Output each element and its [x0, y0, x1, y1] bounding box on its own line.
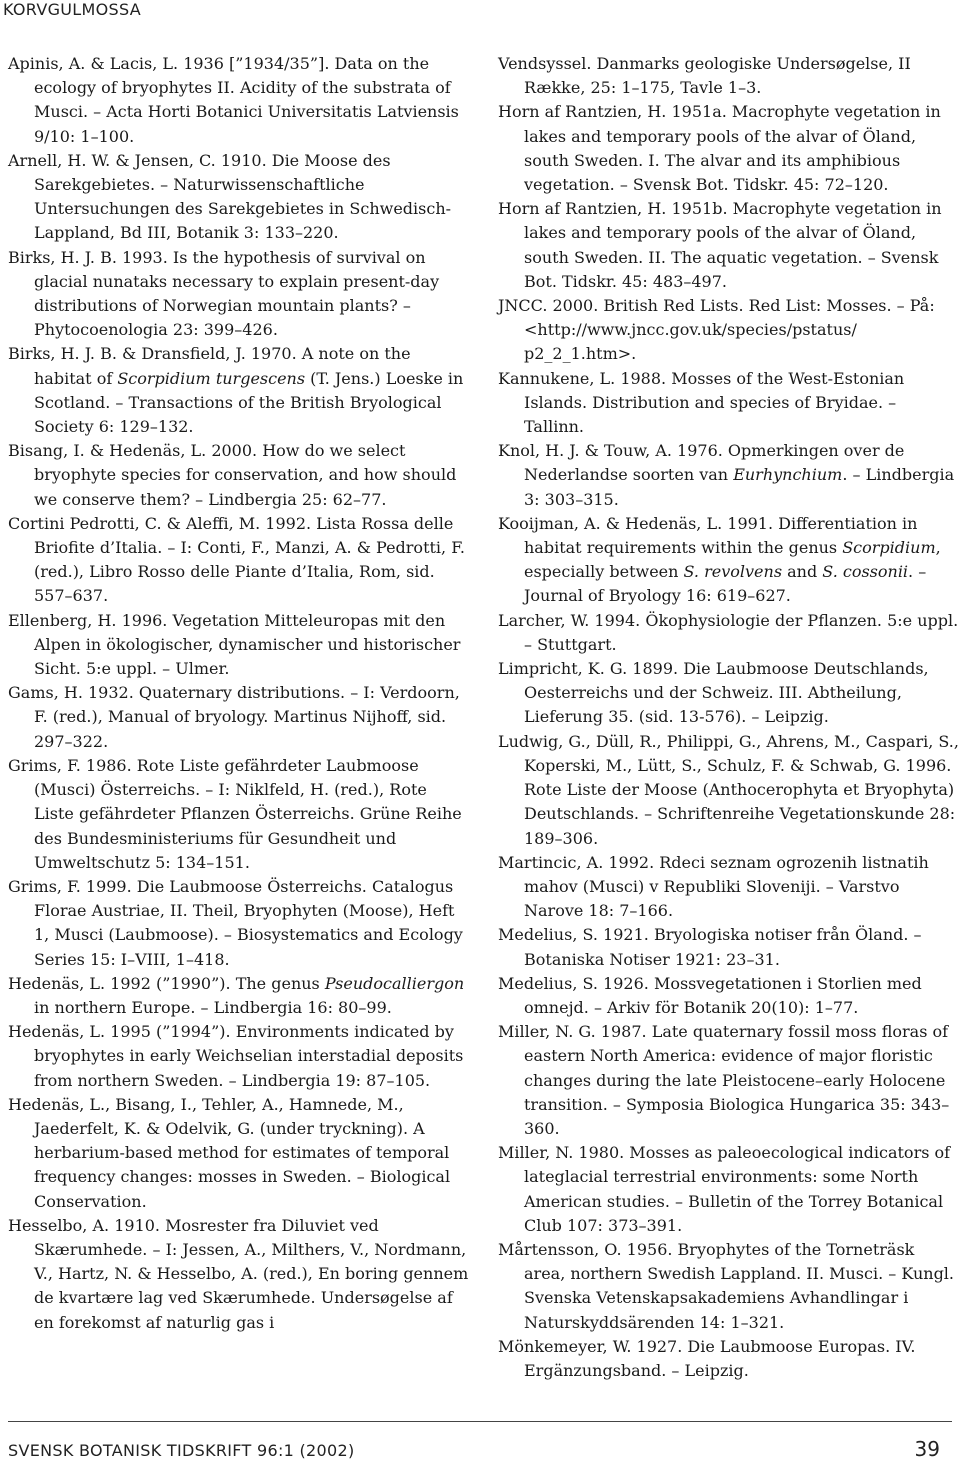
reference-entry: Hedenäs, L. 1992 (”1990”). The genus Pseudocalliergon in northern Europe. – Lindbergia 16: 80–99. — [8, 973, 465, 1017]
reference-entry: Miller, N. G. 1987. Late quaternary fossil moss floras of eastern North America: evidence of major floristic changes during the late Pleistocene–early Holocene transition. – Symposia Biologica Hungarica 35: 343–360. — [498, 1022, 950, 1138]
reference-entry: Miller, N. 1980. Mosses as paleoecological indicators of lateglacial terrestrial environments: some North American studies. – Bulletin of the Torrey Botanical Club 107: 373–391. — [498, 1143, 951, 1235]
reference-entry: Horn af Rantzien, H. 1951b. Macrophyte vegetation in lakes and temporary pools of the alvar of Öland, south Sweden. II. The aquatic vegetation. – Svensk Bot. Tidskr. 45: 483–497. — [498, 199, 942, 291]
reference-entry: Ludwig, G., Düll, R., Philippi, G., Ahrens, M., Caspari, S., Koperski, M., Lütt, S., Schulz, F. & Schwab, G. 1996. Rote Liste der Moose (Anthocerophyta et Bryophyta) Deutschlands. – Schriftenreihe Vegetationskunde 28: 189–306. — [498, 731, 959, 848]
reference-entry: Gams, H. 1932. Quaternary distributions. – I: Verdoorn, F. (red.), Manual of bryology. Martinus Nijhoff, sid. 297–322. — [8, 683, 460, 751]
journal-footer: SVENSK BOTANISK TIDSKRIFT 96:1 (2002) — [8, 1441, 355, 1460]
reference-entry: Medelius, S. 1921. Bryologiska notiser från Öland. – Botaniska Notiser 1921: 23–31. — [498, 925, 922, 969]
reference-entry: Birks, H. J. B. & Dransfield, J. 1970. A note on the habitat of Scorpidium turgescens (T. Jens.) Loeske in Scotland. – Transactions of the British Bryological Society 6: 129–132. — [8, 344, 464, 437]
reference-entry: Horn af Rantzien, H. 1951a. Macrophyte vegetation in lakes and temporary pools of the alvar of Öland, south Sweden. I. The alvar and its amphibious vegetation. – Svensk Bot. Tidskr. 45: 72–120. — [498, 102, 941, 195]
running-header: KORVGULMOSSA — [3, 0, 141, 19]
references-left-column — [8, 52, 470, 1335]
reference-entry: Hedenäs, L. 1995 (”1994”). Environments indicated by bryophytes in early Weichselian interstadial deposits from northern Sweden. – Lindbergia 19: 87–105. — [8, 1022, 464, 1090]
reference-entry: JNCC. 2000. British Red Lists. Red List: Mosses. – På: <http://www.jncc.gov.uk/species/pstatus/ p2_2_1.htm>. — [498, 296, 935, 364]
reference-entry: Grims, F. 1999. Die Laubmoose Österreichs. Catalogus Florae Austriae, II. Theil, Bryophyten (Moose), Heft 1, Musci (Laubmoose). – Biosystematics and Ecology Series 15: I–VIII, 1–418. — [8, 876, 463, 969]
reference-entry: Vendsyssel. Danmarks geologiske Undersøgelse, II Række, 25: 1–175, Tavle 1–3. — [498, 54, 911, 98]
references-right-column — [498, 52, 960, 1383]
reference-entry: Arnell, H. W. & Jensen, C. 1910. Die Moose des Sarekgebietes. – Naturwissenschaftliche Untersuchungen des Sarekgebietes in Schwedisch-Lappland, Bd III, Botanik 3: 133–220. — [8, 150, 452, 243]
reference-entry: Cortini Pedrotti, C. & Aleffi, M. 1992. Lista Rossa delle Briofite d’Italia. – I: Conti, F., Manzi, A. & Pedrotti, F. (red.), Libro Rosso delle Piante d’Italia, Rom, sid. 557–637. — [8, 513, 465, 606]
reference-entry: Medelius, S. 1926. Mossvegetationen i Storlien med omnejd. – Arkiv för Botanik 20(10): 1–77. — [498, 973, 922, 1017]
reference-entry: Mårtensson, O. 1956. Bryophytes of the Torneträsk area, northern Swedish Lappland. II. Musci. – Kungl. Svenska Vetenskapsakademiens Avhandlingar i Naturskyddsärenden 14: 1–321. — [498, 1239, 955, 1332]
reference-entry: Grims, F. 1986. Rote Liste gefährdeter Laubmoose (Musci) Österreichs. – I: Niklfeld, H. (red.), Rote Liste gefährdeter Pflanzen Österreichs. Grüne Reihe des Bundesministeriums für Gesundheit und Umweltschutz 5: 134–151. — [8, 755, 462, 872]
reference-entry: Apinis, A. & Lacis, L. 1936 [”1934/35”]. Data on the ecology of bryophytes II. Acidity of the substrata of Musci. – Acta Horti Botanici Universitatis Latviensis 9/10: 1–100. — [8, 54, 459, 146]
reference-entry: Mönkemeyer, W. 1927. Die Laubmoose Europas. IV. Ergänzungsband. – Leipzig. — [498, 1336, 916, 1380]
reference-entry: Birks, H. J. B. 1993. Is the hypothesis of survival on glacial nunataks necessary to explain present-day distributions of Norwegian mountain plants? – Phytocoenologia 23: 399–426. — [8, 247, 440, 340]
reference-entry: Kooijman, A. & Hedenäs, L. 1991. Differentiation in habitat requirements within the genus Scorpidium, especially between S. revolvens and S. cossonii. – Journal of Bryology 16: 619–627. — [498, 513, 941, 606]
reference-entry: Martincic, A. 1992. Rdeci seznam ogrozenih listnatih mahov (Musci) v Republiki Sloveniji. – Varstvo Narove 18: 7–166. — [498, 852, 929, 921]
footer-rule — [8, 1421, 952, 1422]
page-number: 39 — [914, 1437, 940, 1461]
reference-entry: Bisang, I. & Hedenäs, L. 2000. How do we select bryophyte species for conservation, and how should we conserve them? – Lindbergia 25: 62–77. — [8, 441, 457, 509]
reference-entry: Hedenäs, L., Bisang, I., Tehler, A., Hamnede, M., Jaederfelt, K. & Odelvik, G. (under tryckning). A herbarium-based method for estimates of temporal frequency changes: mosses in Sweden. – Biological Conservation. — [8, 1094, 451, 1211]
reference-entry: Kannukene, L. 1988. Mosses of the West-Estonian Islands. Distribution and species of Bryidae. – Tallinn. — [498, 368, 905, 437]
reference-entry: Knol, H. J. & Touw, A. 1976. Opmerkingen over de Nederlandse soorten van Eurhynchium. – Lindbergia 3: 303–315. — [498, 441, 955, 509]
reference-entry: Hesselbo, A. 1910. Mosrester fra Diluviet ved Skærumhede. – I: Jessen, A., Milthers, V., Nordmann, V., Hartz, N. & Hesselbo, A. (red.), En boring gennem de kvartære lag ved Skærumhede. Undersøgelse af en forekomst af naturlig gas i — [8, 1215, 469, 1332]
reference-entry: Ellenberg, H. 1996. Vegetation Mitteleuropas mit den Alpen in ökologischer, dynamischer und historischer Sicht. 5:e uppl. – Ulmer. — [8, 610, 461, 679]
reference-entry: Limpricht, K. G. 1899. Die Laubmoose Deutschlands, Oesterreichs und der Schweiz. III. Abtheilung, Lieferung 35. (sid. 13-576). – Leipzig. — [498, 659, 929, 727]
reference-entry: Larcher, W. 1994. Ökophysiologie der Pflanzen. 5:e uppl. – Stuttgart. — [498, 610, 959, 654]
